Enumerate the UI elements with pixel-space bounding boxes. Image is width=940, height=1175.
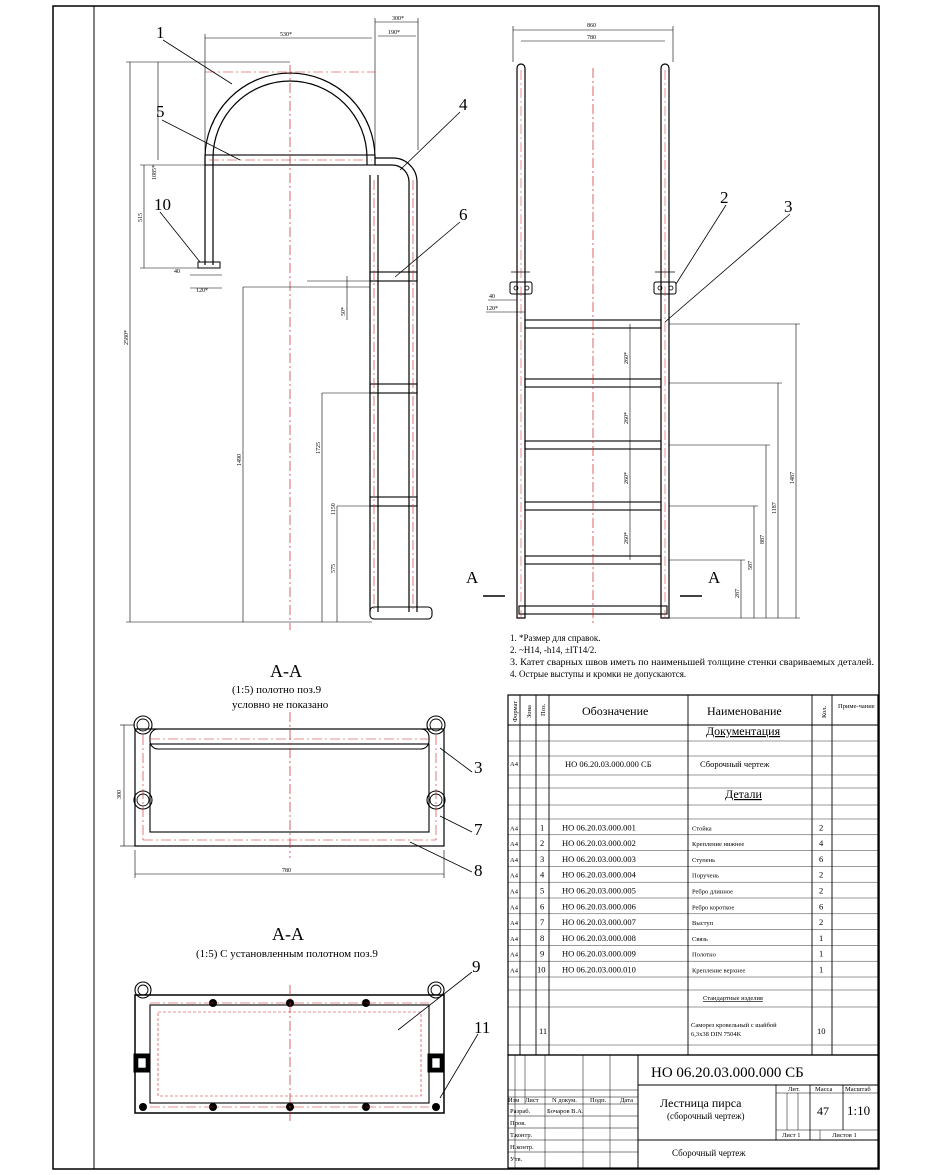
part-format: А4	[510, 935, 518, 943]
part-qty: 2	[819, 869, 824, 880]
part-pos: 2	[540, 838, 545, 849]
part-name: Крепление верхнее	[692, 967, 746, 975]
callout-11: 11	[474, 1018, 491, 1037]
part-qty: 4	[819, 838, 824, 849]
part-name: Полотно	[692, 951, 716, 959]
doc-type: Сборочный чертеж	[672, 1148, 746, 1158]
col-doc: N докум.	[552, 1097, 577, 1104]
doc-designation: НО 06.20.03.000.000 СБ	[565, 759, 652, 769]
header-qty: Кол.	[821, 705, 828, 718]
section-mark-left: A	[466, 568, 479, 587]
dim-pitch-4: 260*	[624, 532, 630, 544]
role-check: Пров.	[510, 1120, 526, 1127]
part-name: Стойка	[692, 825, 712, 833]
dim-h-step: 515	[138, 213, 144, 222]
part-designation: НО 06.20.03.000.005	[562, 885, 636, 896]
std-qty: 10	[817, 1026, 826, 1036]
part-format: А4	[510, 967, 518, 975]
dim-780: 780	[282, 868, 291, 874]
dim-bracket-b: 120*	[486, 306, 498, 312]
col-lit: Лит.	[788, 1086, 800, 1093]
note-line-4: 4. Острые выступы и кромки не допускаются.	[510, 669, 687, 679]
col-rev: Изм	[508, 1097, 520, 1104]
mass-value: 47	[817, 1104, 829, 1118]
part-designation: НО 06.20.03.000.004	[562, 869, 636, 880]
col-sign: Подп.	[590, 1097, 607, 1104]
part-designation: НО 06.20.03.000.001	[562, 822, 636, 833]
part-name: Ребро короткое	[692, 904, 735, 912]
callout-9: 9	[472, 957, 481, 976]
part-format: А4	[510, 872, 518, 880]
note-line-2: 2. ~H14, -h14, ±IT14/2.	[510, 645, 597, 655]
dim-foot-a: 40	[174, 269, 180, 275]
dim-h1-side: 1487	[790, 472, 796, 484]
part-format: А4	[510, 920, 518, 928]
part-qty: 2	[819, 822, 824, 833]
header-format: Формат	[512, 700, 519, 722]
callout-7: 7	[474, 820, 483, 839]
callout-2: 2	[720, 188, 729, 207]
section-1-subtitle-2: условно не показано	[232, 699, 329, 711]
part-designation: НО 06.20.03.000.006	[562, 901, 636, 912]
part-pos: 7	[540, 917, 545, 928]
part-qty: 2	[819, 917, 824, 928]
dim-pitch-3: 260*	[624, 472, 630, 484]
part-name: Ребро длинное	[692, 888, 734, 896]
sheet-number: Лист 1	[782, 1132, 801, 1139]
part-name: Крепление нижнее	[692, 841, 745, 849]
header-zone: Зона	[526, 705, 533, 718]
section-2-title: А-А	[272, 924, 304, 944]
dim-right: 190*	[388, 30, 400, 36]
part-format: А4	[510, 841, 518, 849]
col-scale: Масштаб	[845, 1086, 871, 1093]
header-pos: Поз.	[540, 703, 547, 716]
dim-inner: 780	[587, 35, 596, 41]
part-qty: 6	[819, 853, 824, 864]
section-mark-right: A	[708, 568, 721, 587]
part-format: А4	[510, 888, 518, 896]
part-designation: НО 06.20.03.000.007	[562, 917, 636, 928]
dim-total: 2580*	[124, 330, 130, 345]
col-date: Дата	[620, 1097, 633, 1104]
scale-value: 1:10	[847, 1103, 871, 1118]
part-designation: НО 06.20.03.000.009	[562, 948, 636, 959]
part-designation: НО 06.20.03.000.008	[562, 932, 636, 943]
dim-bracket-a: 40	[489, 294, 495, 300]
part-format: А4	[510, 904, 518, 912]
part-designation: НО 06.20.03.000.010	[562, 964, 636, 975]
header-note: Приме-чание	[838, 703, 875, 710]
part-name: Выступ	[692, 920, 714, 928]
callout-3: 3	[474, 758, 483, 777]
dim-h5-side: 287	[735, 589, 741, 598]
callout-3-side: 3	[784, 197, 793, 216]
part-name: Ступень	[692, 856, 716, 864]
col-mass: Масса	[815, 1086, 833, 1093]
role-dev: Разраб.	[510, 1108, 531, 1115]
part-format: А4	[510, 856, 518, 864]
part-qty: 1	[819, 948, 824, 959]
std-pos: 11	[539, 1026, 548, 1036]
callout-8: 8	[474, 861, 483, 880]
note-line-3: 3. Катет сварных швов иметь по наименьшей толщине стенки свариваемых деталей.	[510, 657, 874, 667]
part-format: А4	[510, 951, 518, 959]
doc-name: Сборочный чертеж	[700, 759, 770, 769]
dim-foot-b: 120*	[196, 288, 208, 294]
part-pos: 9	[540, 948, 545, 959]
dim-step-gap: 50*	[341, 307, 347, 316]
role-ncontrol: Н.контр.	[510, 1144, 534, 1151]
callout-6: 6	[459, 205, 468, 224]
dim-h1: 1490	[237, 454, 243, 466]
drawing-code: НО 06.20.03.000.000 СБ	[651, 1065, 804, 1081]
dim-pitch-2: 260*	[624, 412, 630, 424]
dim-h2-side: 1187	[772, 502, 778, 514]
part-pos: 5	[540, 885, 545, 896]
section-docs: Документация	[706, 724, 781, 738]
drawing-name-2: (сборочный чертеж)	[667, 1111, 745, 1121]
part-format: А4	[510, 825, 518, 833]
dim-outer: 860	[587, 23, 596, 29]
drawing-name-1: Лестница пирса	[660, 1096, 742, 1110]
part-pos: 3	[540, 853, 545, 864]
part-pos: 10	[537, 964, 546, 975]
sheets-count: Листов 1	[832, 1132, 857, 1139]
part-qty: 1	[819, 964, 824, 975]
dim-pitch-1: 260*	[624, 352, 630, 364]
part-qty: 2	[819, 885, 824, 896]
header-name: Наименование	[707, 704, 782, 718]
callout-1: 1	[156, 23, 165, 42]
section-1-title: А-А	[270, 661, 302, 681]
part-name: Связь	[692, 935, 708, 943]
callout-10: 10	[154, 195, 171, 214]
dim-h4: 575	[331, 564, 337, 573]
section-2-subtitle: (1:5) С установленным полотном поз.9	[196, 948, 378, 960]
dim-h4-side: 587	[748, 561, 754, 570]
part-pos: 6	[540, 901, 545, 912]
part-pos: 4	[540, 869, 545, 880]
section-1-subtitle-1: (1:5) полотно поз.9	[232, 684, 322, 696]
dim-h-arc: 1085*	[152, 165, 158, 180]
part-designation: НО 06.20.03.000.002	[562, 838, 636, 849]
note-line-1: 1. *Размер для справок.	[510, 633, 601, 643]
col-sheet: Лист	[525, 1097, 539, 1104]
section-parts: Детали	[725, 787, 762, 801]
dim-h3-side: 887	[760, 535, 766, 544]
dim-h3: 1150	[331, 503, 337, 515]
dim-width: 530*	[280, 32, 292, 38]
header-designation: Обозначение	[582, 704, 649, 718]
part-qty: 6	[819, 901, 824, 912]
std-name-2: 6,3x38 DIN 7504K	[691, 1031, 742, 1038]
std-name-1: Саморез кровельный с шайбой	[691, 1022, 777, 1029]
role-tcontrol: Т.контр.	[510, 1132, 533, 1139]
doc-format: А4	[510, 761, 518, 768]
section-std: Стандартные изделия	[703, 995, 763, 1002]
part-qty: 1	[819, 932, 824, 943]
dim-300: 300	[117, 790, 123, 799]
part-pos: 8	[540, 932, 545, 943]
callout-5: 5	[156, 102, 165, 121]
callout-4: 4	[459, 95, 468, 114]
part-name: Поручень	[692, 872, 719, 880]
dim-h2: 1725	[316, 442, 322, 454]
dim-top-right: 300*	[392, 16, 404, 22]
part-pos: 1	[540, 822, 545, 833]
role-approve: Утв.	[510, 1156, 523, 1163]
part-designation: НО 06.20.03.000.003	[562, 853, 636, 864]
developer-name: Бочаров В.А.	[547, 1108, 584, 1115]
